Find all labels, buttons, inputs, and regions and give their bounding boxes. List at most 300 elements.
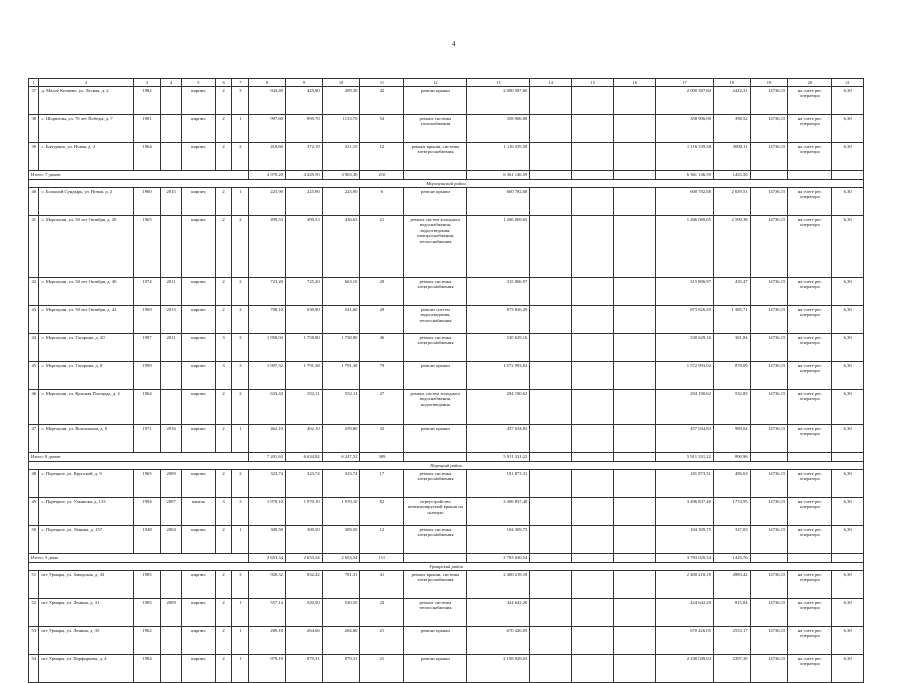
table-row [29, 278, 864, 306]
rate: 6,30 [832, 334, 864, 362]
rate-empty [832, 554, 864, 563]
residential-area: 264,66 [322, 627, 360, 655]
year-renovated [161, 362, 182, 390]
column-number: 16 [614, 79, 656, 87]
repair-cost: 457 034,83 [467, 425, 530, 453]
living-area: 225,90 [285, 188, 322, 216]
year-built: 1969 [133, 306, 160, 334]
address-cell: пгт Урмары, ул. Порфирьева, д. 4 [39, 655, 133, 683]
owners-funds: 2 108 049,03 [656, 655, 714, 683]
residential-area: 1 758,80 [322, 334, 360, 362]
entrances: 2 [232, 390, 249, 425]
cost-local [614, 571, 656, 599]
cost-per-sqm: 2883,42 [713, 571, 750, 599]
cost-federal-sum [530, 554, 572, 563]
floors: 2 [215, 143, 232, 171]
total-area: 289,18 [249, 627, 286, 655]
floors: 2 [215, 526, 232, 554]
entrances: 1 [232, 188, 249, 216]
floors: 2 [215, 571, 232, 599]
district-header-row [29, 462, 864, 470]
wall-material: кирпич [182, 306, 216, 334]
cost-regional [572, 188, 614, 216]
total-label: Итого: 3 дома [29, 554, 249, 563]
year-built: 1964 [133, 143, 160, 171]
limit-per-sqm: 14736,15 [750, 87, 788, 115]
limit-per-sqm: 14736,15 [750, 526, 788, 554]
wall-material: кирпич [182, 216, 216, 278]
cost-local [614, 143, 656, 171]
residents-count: 42 [360, 87, 404, 115]
residents-sum: 309 [360, 453, 404, 462]
cost-federal [530, 571, 572, 599]
year-built: 1984 [133, 655, 160, 683]
year-built: 1965 [133, 470, 160, 498]
repair-cost: 1 572 993,02 [467, 362, 530, 390]
fund-method: на счете рег. оператора [788, 216, 832, 278]
entrances: 2 [232, 470, 249, 498]
rate: 6,30 [832, 470, 864, 498]
limit-per-sqm: 14736,15 [750, 115, 788, 143]
row-number: 47 [29, 425, 39, 453]
residential-area: 323,74 [322, 470, 360, 498]
floors: 2 [215, 188, 232, 216]
rate-empty [832, 171, 864, 180]
residential-area: 321,10 [322, 143, 360, 171]
year-renovated: 2015 [161, 188, 182, 216]
work-type: ремонт системы газоснабжения [404, 115, 467, 143]
work-type: ремонт крыши [404, 627, 467, 655]
limit-per-sqm: 14736,15 [750, 571, 788, 599]
table-row [29, 627, 864, 655]
row-number: 53 [29, 627, 39, 655]
limit-empty [750, 453, 788, 462]
owners-funds-sum: 3 783 020,54 [656, 554, 714, 563]
fund-method: на счете рег. оператора [788, 115, 832, 143]
row-number: 51 [29, 571, 39, 599]
work-type: ремонт системы электроснабжения [404, 278, 467, 306]
entrances: 1 [232, 526, 249, 554]
district-name: Порецкий район [29, 462, 864, 470]
work-type: ремонт крыши [404, 425, 467, 453]
residents-count: 79 [360, 362, 404, 390]
cost-regional [572, 526, 614, 554]
work-type: переустройство невентилируемой крыши на скатную [404, 498, 467, 526]
repair-cost: 294 190,62 [467, 390, 530, 425]
total-area: 309,50 [249, 526, 286, 554]
residential-area: 520,50 [322, 599, 360, 627]
residents-count: 29 [360, 278, 404, 306]
total-label: Итого: 7 домов [29, 171, 249, 180]
floors: 2 [215, 115, 232, 143]
column-number: 6 [215, 79, 232, 87]
row-number: 54 [29, 655, 39, 683]
floors: 3 [215, 498, 232, 526]
residents-count: 23 [360, 599, 404, 627]
table-row [29, 425, 864, 453]
floors: 2 [215, 87, 232, 115]
year-renovated [161, 216, 182, 278]
district-name: Моргаушский район [29, 180, 864, 188]
year-renovated [161, 143, 182, 171]
address-cell: с. Моргауши, ул. Вокзальная, д. 9 [39, 425, 133, 453]
cost-per-sqm: 398,52 [713, 115, 750, 143]
rate: 6,30 [832, 362, 864, 390]
cost-regional-sum [572, 453, 614, 462]
cost-federal [530, 334, 572, 362]
work-type-empty [404, 554, 467, 563]
limit-per-sqm: 14736,15 [750, 306, 788, 334]
owners-funds: 3 496 837,48 [656, 498, 714, 526]
total-area: 920,32 [249, 571, 286, 599]
cost-per-sqm: 337,03 [713, 526, 750, 554]
rate: 6,30 [832, 143, 864, 171]
row-number: 43 [29, 306, 39, 334]
address-cell: с. Порецкое, ул. Ленина, д. 157 [39, 526, 133, 554]
cost-per-sqm: 1774,95 [713, 498, 750, 526]
table-row [29, 599, 864, 627]
fund-method: на счете рег. оператора [788, 526, 832, 554]
repair-cost: 873 826,29 [467, 306, 530, 334]
total-area: 557,14 [249, 599, 286, 627]
living-area: 630,90 [285, 306, 322, 334]
cost-per-sqm: 301,84 [713, 334, 750, 362]
total-area: 225,90 [249, 188, 286, 216]
fund-method: на счете рег. оператора [788, 143, 832, 171]
cost-per-sqm: 1 385,71 [713, 306, 750, 334]
cost-regional [572, 470, 614, 498]
fund-method: на счете рег. оператора [788, 87, 832, 115]
row-number: 50 [29, 526, 39, 554]
column-number: 10 [322, 79, 360, 87]
cost-per-sqm: 2422,31 [713, 87, 750, 115]
cost-local [614, 470, 656, 498]
limit-per-sqm: 14736,15 [750, 188, 788, 216]
address-cell: с. Бичурино, ул. Новая, д. 2 [39, 143, 133, 171]
cost-local [614, 115, 656, 143]
table-row [29, 216, 864, 278]
table-row [29, 115, 864, 143]
column-number: 20 [788, 79, 832, 87]
limit-per-sqm: 14736,15 [750, 498, 788, 526]
cost-per-sqm: 989,04 [713, 425, 750, 453]
table-row [29, 362, 864, 390]
year-renovated: 2009 [161, 470, 182, 498]
floors: 2 [215, 216, 232, 278]
entrances: 1 [232, 425, 249, 453]
address-cell: с. Моргауши, ул. 50 лет Октября, д. 40 [39, 278, 133, 306]
living-area: 1 758,80 [285, 334, 322, 362]
owners-funds: 530 629,16 [656, 334, 714, 362]
total-label: Итого: 8 домов [29, 453, 249, 462]
cost-federal [530, 216, 572, 278]
table-row [29, 87, 864, 115]
limit-per-sqm: 14736,15 [750, 143, 788, 171]
residents-count: 21 [360, 655, 404, 683]
table-row [29, 526, 864, 554]
work-type: ремонт крыши, системы электроснабжения [404, 143, 467, 171]
wall-material: панель [182, 498, 216, 526]
owners-funds: 2 000 587,60 [656, 87, 714, 115]
limit-per-sqm: 14736,15 [750, 216, 788, 278]
residential-area: 1 791,38 [322, 362, 360, 390]
residents-sum: 210 [360, 171, 404, 180]
year-renovated [161, 87, 182, 115]
living-area: 372,19 [285, 143, 322, 171]
repair-cost-sum: 5 911 331,22 [467, 453, 530, 462]
work-type-empty [404, 453, 467, 462]
column-number: 4 [161, 79, 182, 87]
floors: 2 [215, 425, 232, 453]
column-number: 17 [656, 79, 714, 87]
cost-per-sqm: 3000,11 [713, 143, 750, 171]
year-built: 1965 [133, 216, 160, 278]
floors: 2 [215, 390, 232, 425]
total-area: 419,60 [249, 143, 286, 171]
address-cell: с. Моргауши, ул. 50 лет Октября, д. 42 [39, 306, 133, 334]
residential-area-sum: 6 247,52 [322, 453, 360, 462]
total-area: 997,60 [249, 115, 286, 143]
address-cell: с. Порецкое, ул. Крупской, д. 9 [39, 470, 133, 498]
repair-cost: 2 400 218,18 [467, 571, 530, 599]
cost-per-sqm: 2 659,51 [713, 188, 750, 216]
total-area: 943,40 [249, 87, 286, 115]
year-renovated: 2011 [161, 278, 182, 306]
floors: 2 [215, 599, 232, 627]
limit-per-sqm: 14736,15 [750, 599, 788, 627]
row-number: 38 [29, 115, 39, 143]
cost-regional-sum [572, 554, 614, 563]
limit-per-sqm: 14736,15 [750, 278, 788, 306]
total-area: 633,44 [249, 390, 286, 425]
total-area-sum: 2 653,34 [249, 554, 286, 563]
floors: 2 [215, 470, 232, 498]
repair-cost: 104 309,75 [467, 526, 530, 554]
rate: 6,30 [832, 278, 864, 306]
residents-count: 21 [360, 216, 404, 278]
cost-local-sum [614, 171, 656, 180]
wall-material: кирпич [182, 334, 216, 362]
cost-per-sqm: 2 590,38 [713, 216, 750, 278]
row-number: 48 [29, 470, 39, 498]
residential-area: 259,80 [322, 425, 360, 453]
wall-material: кирпич [182, 362, 216, 390]
fund-method: на счете рег. оператора [788, 655, 832, 683]
cost-regional [572, 278, 614, 306]
cost-per-sqm: 2533,17 [713, 627, 750, 655]
cost-federal [530, 306, 572, 334]
living-area-sum: 6 634,82 [285, 453, 322, 462]
year-renovated [161, 571, 182, 599]
work-type: ремонт крыши [404, 655, 467, 683]
year-built: 1987 [133, 334, 160, 362]
cost-local [614, 425, 656, 453]
residents-count: 54 [360, 115, 404, 143]
entrances: 1 [232, 627, 249, 655]
method-empty [788, 453, 832, 462]
cost-federal [530, 526, 572, 554]
residential-area: 552,11 [322, 390, 360, 425]
cost-federal [530, 655, 572, 683]
owners-funds: 670 426,05 [656, 627, 714, 655]
table-row [29, 571, 864, 599]
district-header-row [29, 180, 864, 188]
owners-funds: 315 806,97 [656, 278, 714, 306]
wall-material: кирпич [182, 526, 216, 554]
year-built: 1971 [133, 425, 160, 453]
entrances: 2 [232, 216, 249, 278]
rate: 6,30 [832, 425, 864, 453]
repair-cost-sum: 3 783 020,54 [467, 554, 530, 563]
cost-regional [572, 334, 614, 362]
living-area: 323,74 [285, 470, 322, 498]
cost-local [614, 498, 656, 526]
fund-method: на счете рег. оператора [788, 188, 832, 216]
address-cell: д. Малое Кичаево, ул. Лесная, д. 2 [39, 87, 133, 115]
limit-per-sqm: 14736,15 [750, 390, 788, 425]
year-built: 1965 [133, 599, 160, 627]
cost-federal-sum [530, 171, 572, 180]
residential-area-sum: 3 963,30 [322, 171, 360, 180]
rate: 6,30 [832, 571, 864, 599]
repair-cost: 358 906,08 [467, 115, 530, 143]
total-area-sum: 7 201,63 [249, 453, 286, 462]
cost-per-sqm: 815,84 [713, 599, 750, 627]
fund-method: на счете рег. оператора [788, 278, 832, 306]
living-area: 1 970,10 [285, 498, 322, 526]
fund-method: на счете рег. оператора [788, 334, 832, 362]
rate: 6,30 [832, 216, 864, 278]
living-area: 879,31 [285, 655, 322, 683]
address-cell: пгт Урмары, ул. Заводская, д. 43 [39, 571, 133, 599]
cost-per-sqm-avg: 890,96 [713, 453, 750, 462]
residential-area: 541,60 [322, 306, 360, 334]
cost-local [614, 188, 656, 216]
table-row [29, 390, 864, 425]
rate: 6,30 [832, 498, 864, 526]
work-type: ремонт системы электроснабжения [404, 470, 467, 498]
row-number: 39 [29, 143, 39, 171]
cost-federal [530, 599, 572, 627]
repair-cost: 3 496 837,48 [467, 498, 530, 526]
cost-regional [572, 655, 614, 683]
column-number: 13 [467, 79, 530, 87]
total-area: 723,20 [249, 278, 286, 306]
entrances: 3 [232, 87, 249, 115]
rate: 6,30 [832, 115, 864, 143]
residential-area: 436,63 [322, 216, 360, 278]
row-number: 45 [29, 362, 39, 390]
cost-federal [530, 627, 572, 655]
cost-regional [572, 115, 614, 143]
floors: 2 [215, 627, 232, 655]
table-row [29, 143, 864, 171]
cost-federal [530, 278, 572, 306]
column-number: 14 [530, 79, 572, 87]
limit-per-sqm: 14736,15 [750, 362, 788, 390]
cost-per-sqm-avg: 1435,56 [713, 171, 750, 180]
entrances: 2 [232, 278, 249, 306]
cost-regional [572, 599, 614, 627]
column-number: 11 [360, 79, 404, 87]
residents-count: 82 [360, 498, 404, 526]
owners-funds: 457 034,83 [656, 425, 714, 453]
row-number: 46 [29, 390, 39, 425]
address-cell: пгт Урмары, ул. Ленина, д. 35 [39, 627, 133, 655]
residential-area: 1133,70 [322, 115, 360, 143]
living-area: 499,53 [285, 216, 322, 278]
total-area: 323,74 [249, 470, 286, 498]
residents-count: 12 [360, 143, 404, 171]
living-area: 832,42 [285, 571, 322, 599]
fund-method: на счете рег. оператора [788, 470, 832, 498]
cost-federal [530, 390, 572, 425]
cost-per-sqm: 532,85 [713, 390, 750, 425]
fund-method: на счете рег. оператора [788, 362, 832, 390]
cost-local [614, 362, 656, 390]
total-area: 1 970,10 [249, 498, 286, 526]
cost-per-sqm: 496,63 [713, 470, 750, 498]
fund-method: на счете рег. оператора [788, 627, 832, 655]
total-row [29, 453, 864, 462]
total-area: 1 958,04 [249, 334, 286, 362]
living-area: 264,66 [285, 627, 322, 655]
year-renovated: 2009 [161, 599, 182, 627]
rate: 6,30 [832, 627, 864, 655]
year-built: 1982 [133, 87, 160, 115]
column-number: 18 [713, 79, 750, 87]
owners-funds: 1 266 069,65 [656, 216, 714, 278]
rate: 6,30 [832, 390, 864, 425]
owners-funds: 294 190,62 [656, 390, 714, 425]
fund-method: на счете рег. оператора [788, 306, 832, 334]
wall-material: кирпич [182, 470, 216, 498]
row-number: 44 [29, 334, 39, 362]
rate: 6,30 [832, 306, 864, 334]
column-number: 19 [750, 79, 788, 87]
repair-cost: 1 116 339,58 [467, 143, 530, 171]
housing-repair-table [28, 78, 864, 683]
cost-regional [572, 143, 614, 171]
year-built: 1985 [133, 571, 160, 599]
repair-cost: 2 000 587,60 [467, 87, 530, 115]
column-number: 7 [232, 79, 249, 87]
cost-federal [530, 425, 572, 453]
cost-regional [572, 216, 614, 278]
residential-area: 309,50 [322, 526, 360, 554]
column-number: 3 [133, 79, 160, 87]
district-name: Урмарский район [29, 563, 864, 571]
row-number: 49 [29, 498, 39, 526]
repair-cost: 600 782,68 [467, 188, 530, 216]
limit-per-sqm: 14736,15 [750, 425, 788, 453]
row-number: 40 [29, 188, 39, 216]
address-cell: с. Моргауши, ул. Гагарина, д. 8 [39, 362, 133, 390]
address-cell: пгт Урмары, ул. Ленина, д. 31 [39, 599, 133, 627]
wall-material: кирпич [182, 599, 216, 627]
cost-federal [530, 498, 572, 526]
address-cell: с. Шоршелы, ул. 70 лет Победы, д. 7 [39, 115, 133, 143]
total-row [29, 554, 864, 563]
total-row [29, 171, 864, 180]
year-built: 1964 [133, 390, 160, 425]
entrances: 1 [232, 599, 249, 627]
cost-per-sqm-avg: 1425,76 [713, 554, 750, 563]
cost-per-sqm: 878,09 [713, 362, 750, 390]
owners-funds-sum: 5 911 331,22 [656, 453, 714, 462]
fund-method: на счете рег. оператора [788, 425, 832, 453]
living-area: 520,50 [285, 599, 322, 627]
